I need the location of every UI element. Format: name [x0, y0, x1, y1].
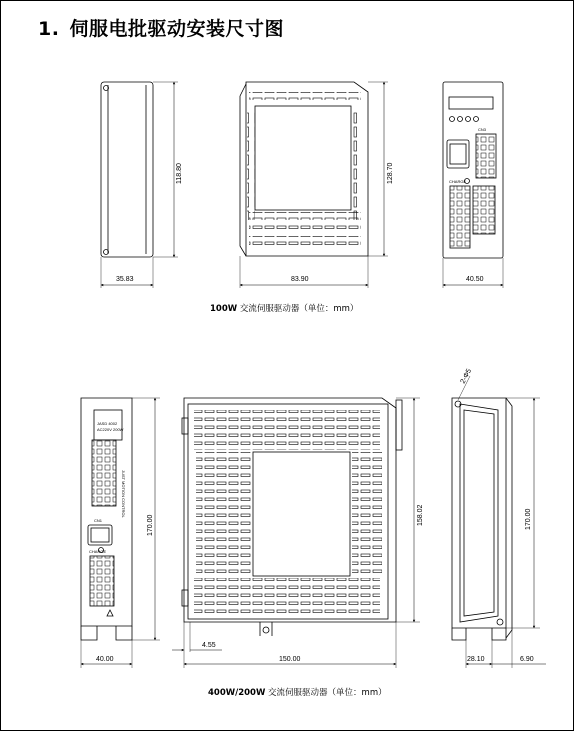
side-view-100w [101, 82, 178, 288]
caption-100w-text: 交流伺服驱动器（单位：mm） [239, 304, 359, 314]
dim-side-height-400w: 170.00 [525, 508, 532, 530]
dim-hole-dia-400w: 2-Φ5 [459, 367, 474, 385]
dim-side-width-100w: 35.83 [116, 276, 134, 283]
dim-body-width-400w: 150.00 [279, 656, 301, 663]
section-number: 1. [38, 18, 60, 40]
dim-front-height-100w: 128.70 [387, 162, 394, 184]
section-title: 伺服电批驱动安装尺寸图 [69, 18, 284, 40]
panel-view-100w [443, 82, 503, 288]
dim-front-width-100w: 83.90 [291, 276, 309, 283]
caption-400w-model: 400W/200W [208, 688, 266, 698]
label-cn3: CN3 [478, 127, 487, 132]
label-charge-400w: CHARGE [89, 549, 107, 554]
label-model-400w: JASD 4002 [97, 421, 118, 426]
dim-side-height-100w: 118.80 [176, 163, 183, 184]
label-brand-400w: JUST MOTION CONTROL [121, 470, 126, 518]
dim-side-offset-400w: 6.90 [520, 656, 534, 663]
caption-100w [210, 302, 358, 314]
dim-panel-width-100w: 40.50 [466, 276, 484, 283]
dim-foot-offset-400w: 4.55 [202, 642, 216, 649]
caption-400w [208, 686, 387, 698]
label-rating-400w: AC220V 200W [97, 427, 124, 432]
dim-panel-width-400w: 40.00 [96, 656, 114, 663]
caption-100w-model: 100W [210, 304, 238, 314]
dim-body-height-400w: 158.02 [417, 504, 424, 526]
front-view-100w [240, 82, 388, 288]
dim-side-width-400w: 28.10 [467, 656, 485, 663]
front-view-400w [172, 398, 420, 668]
dim-panel-height-400w: 170.00 [147, 514, 154, 536]
label-charge-100w: CHARGE [449, 179, 467, 184]
caption-400w-text: 交流伺服驱动器（单位：mm） [268, 688, 387, 698]
label-cn1: CN1 [94, 518, 103, 523]
